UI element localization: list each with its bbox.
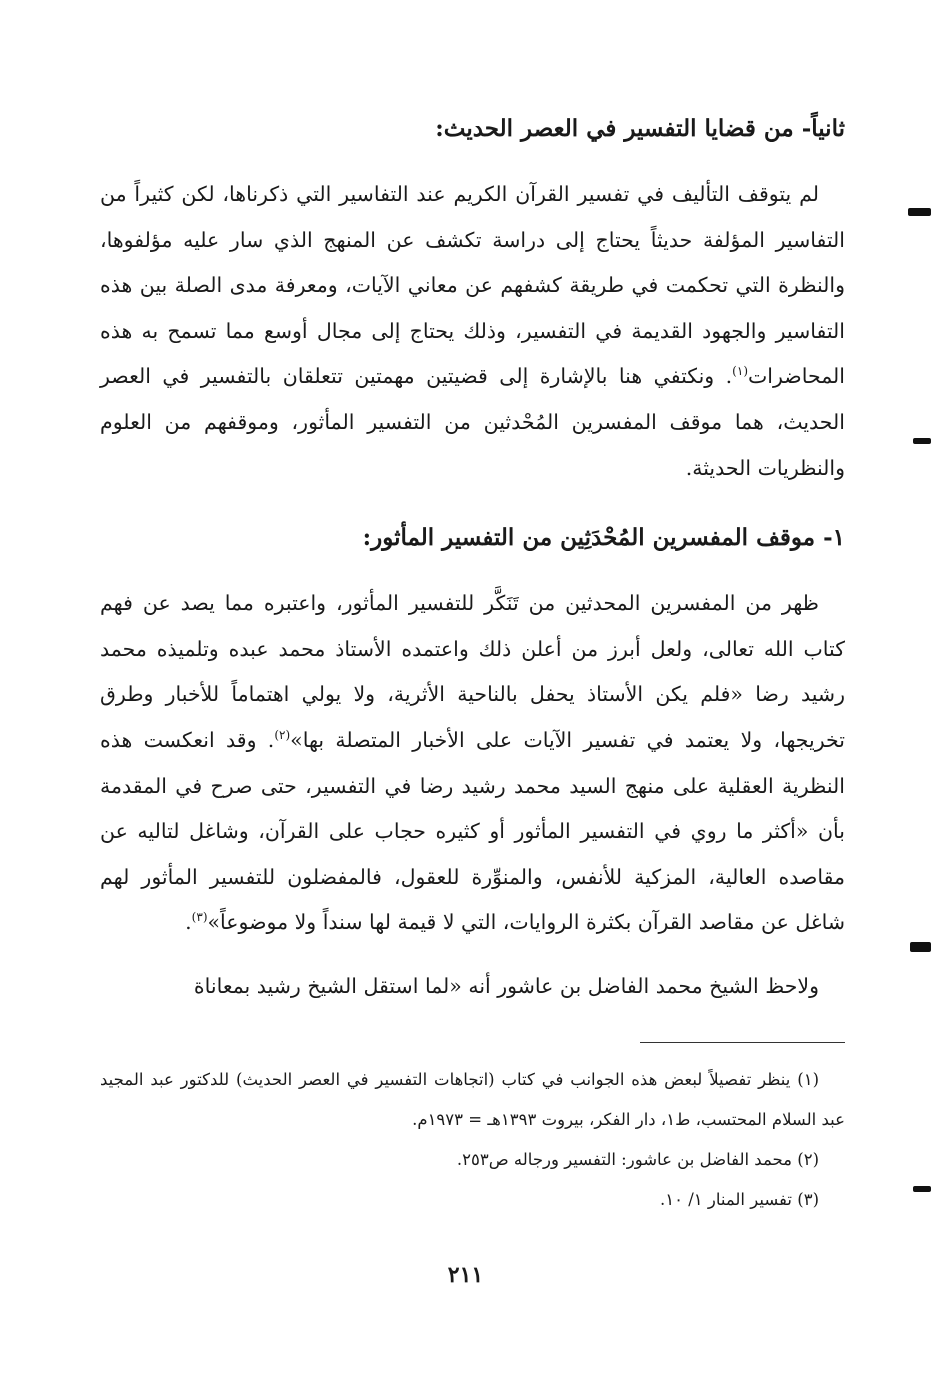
subheading: ١- موقف المفسرين المُحْدَثِين من التفسير المأثور: [362, 524, 845, 552]
scan-edge-mark [908, 208, 931, 216]
intro-paragraph [100, 172, 845, 491]
footnote-divider [640, 1042, 845, 1043]
paragraph-two-text-3: . [185, 910, 192, 935]
intro-text-1: لم يتوقف التأليف في تفسير القرآن الكريم عند التفاسير التي ذكرناها، لكن كثيراً من التفاسير المؤلفة حديثاً يحتاج إلى دراسة تكشف عن المنهج الذي سار عليه مؤلفوها، والنظرة التي تحكمت في طريقة كشفهم عن معاني الآيات، ومعرفة مدى الصلة بين هذه التفاسير والجهود القديمة في التفسير، وذلك يحتاج إلى مجال أوسع مما تسمح به هذه المحاضرات [100, 182, 845, 389]
scan-edge-mark [913, 438, 931, 444]
footnote-3: (٣) تفسير المنار ١/ ١٠. [659, 1190, 819, 1209]
paragraph-two-text-1: ظهر من المفسرين المحدثين من تَنَكَّر للتفسير المأثور، واعتبره مما يصد عن فهم كتاب الله تعالى، ولعل أبرز من أعلن ذلك واعتمده الأستاذ محمد عبده وتلميذه محمد رشيد رضا «فلم يكن الأستاذ يحفل بالناحية الأثرية، ولا يولي اهتماماً للأخبار وطرق تخريجها، ولا يعتمد في تفسير الآيات على الأخبار المتصلة بها» [100, 591, 845, 752]
footnote-1: (١) ينظر تفصيلاً لبعض هذه الجوانب في كتاب (اتجاهات التفسير في العصر الحديث) للدكتور عبد المجيد عبد السلام المحتسب، ط١، دار الفكر، بيروت ١٣٩٣هـ = ١٩٧٣م. [100, 1070, 845, 1129]
footnote-2: (٢) محمد الفاضل بن عاشور: التفسير ورجاله ص٢٥٣. [456, 1150, 819, 1169]
section-heading: ثانياً- من قضايا التفسير في العصر الحديث: [435, 115, 845, 142]
footnote-ref-3[interactable]: (٣) [191, 910, 208, 925]
page-number: ٢١١ [447, 1262, 484, 1288]
footnote-ref-1[interactable]: (١) [732, 364, 748, 379]
footnotes [100, 1060, 845, 1220]
scan-edge-mark [913, 1186, 931, 1192]
paragraph-three: ولاحظ الشيخ محمد الفاضل بن عاشور أنه «لما استقل الشيخ رشيد بمعاناة [193, 973, 819, 998]
footnote-ref-2[interactable]: (٢) [274, 728, 291, 743]
paragraph-two [100, 581, 845, 946]
scan-edge-mark [910, 942, 931, 952]
intro-text-2: . ونكتفي هنا بالإشارة إلى قضيتين مهمتين تتعلقان بالتفسير في العصر الحديث، هما موقف المفسرين المُحْدثين من التفسير المأثور، وموقفهم من العلوم والنظريات الحديثة. [100, 364, 845, 480]
paragraph-two-text-2: . وقد انعكست هذه النظرية العقلية على منهج السيد محمد رشيد رضا في التفسير، حتى صرح في المقدمة بأن «أكثر ما روي في التفسير المأثور أو كثيره حجاب على القرآن، وشاغل لتاليه عن مقاصده العالية، المزكية للأنفس، والمنوِّرة للعقول، فالمفضلون للتفسير المأثور لهم شاغل عن مقاصد القرآن بكثرة الروايات، التي لا قيمة لها سنداً ولا موضوعاً» [100, 727, 845, 935]
main-text [100, 100, 845, 1010]
